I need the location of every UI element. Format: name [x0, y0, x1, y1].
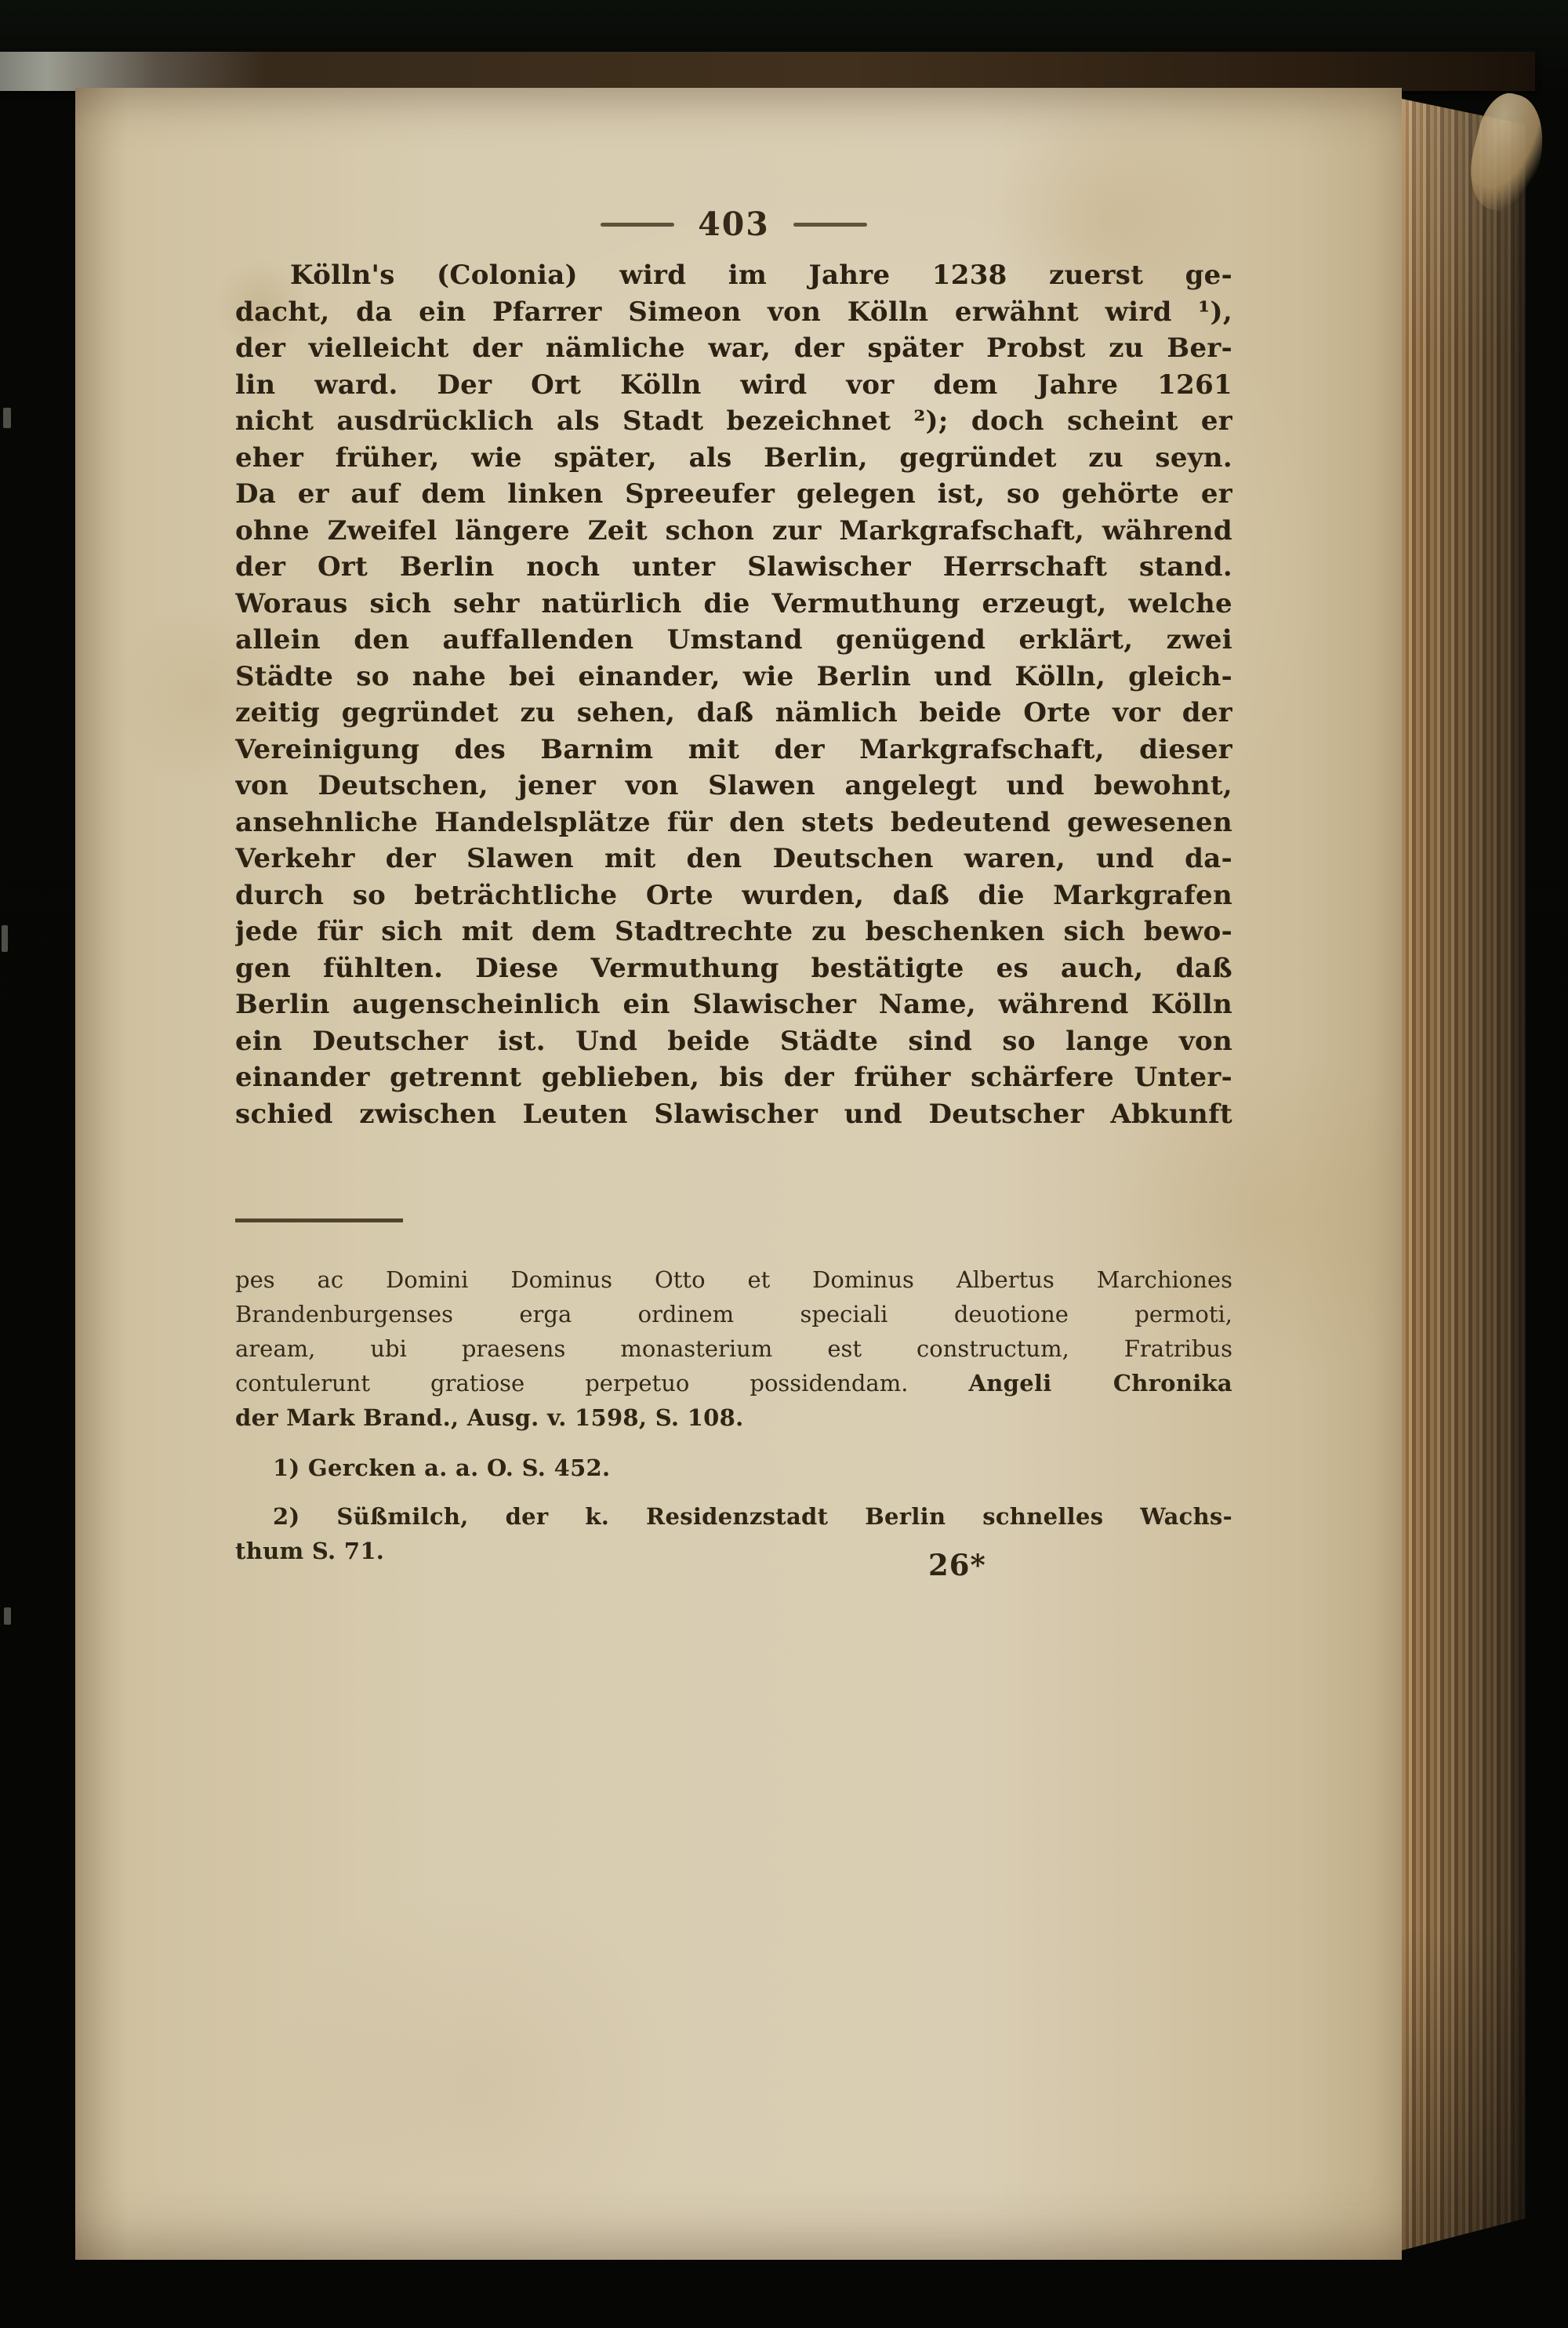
body-line: von Deutschen, jener von Slawen angelegt und bewohnt, [235, 770, 1232, 801]
page-header [235, 204, 1232, 245]
signature-mark: 26* [928, 1548, 986, 1582]
latin-line: aream, ubi praesens monasterium est constructum, Fratribus [235, 1335, 1232, 1362]
body-text [235, 257, 1232, 1132]
body-line: jede für sich mit dem Stadtrechte zu beschenken sich bewo- [235, 916, 1232, 947]
body-line: der vielleicht der nämliche war, der später Probst zu Ber- [235, 332, 1232, 364]
body-line: einander getrennt geblieben, bis der früher schärfere Unter- [235, 1062, 1232, 1093]
footnote-1: 1) Gercken a. a. O. S. 452. [273, 1455, 611, 1481]
body-line: ansehnliche Handelsplätze für den stets bedeutend gewesenen [235, 806, 1232, 838]
body-line: schied zwischen Leuten Slawischer und Deutscher Abkunft [235, 1098, 1232, 1130]
source-line: der Mark Brand., Ausg. v. 1598, S. 108. [235, 1404, 744, 1431]
body-line: durch so beträchtliche Orte wurden, daß die Markgrafen [235, 879, 1232, 911]
body-line: Städte so nahe bei einander, wie Berlin und Kölln, gleich- [235, 660, 1232, 692]
binding-mark [3, 408, 11, 428]
latin-line: pes ac Domini Dominus Otto et Dominus Albertus Marchiones [235, 1266, 1232, 1293]
page-fore-edge [1402, 99, 1526, 2250]
body-line: Berlin augenscheinlich ein Slawischer Name, während Kölln [235, 989, 1232, 1020]
footnote-2-line1: 2) Süßmilch, der k. Residenzstadt Berlin schnelles Wachs- [273, 1503, 1232, 1530]
fraktur-segment: Angeli Chronika [968, 1370, 1232, 1396]
footnote-2-line2: thum S. 71. [235, 1538, 385, 1564]
latin-line: Brandenburgenses erga ordinem speciali deuotione permoti, [235, 1301, 1232, 1327]
body-line: allein den auffallenden Umstand genügend erklärt, zwei [235, 624, 1232, 656]
latin-line-mixed [235, 1366, 1232, 1400]
body-line: lin ward. Der Ort Kölln wird vor dem Jahre 1261 [235, 369, 1232, 401]
footnote-rule [235, 1218, 403, 1222]
binding-mark [2, 925, 8, 952]
page-number-rule-left [601, 223, 674, 227]
body-line: Verkehr der Slawen mit den Deutschen waren, und da- [235, 843, 1232, 874]
body-line: Vereinigung des Barnim mit der Markgrafschaft, dieser [235, 733, 1232, 765]
book-page [75, 88, 1402, 2260]
body-line: Da er auf dem linken Spreeufer gelegen ist, so gehörte er [235, 478, 1232, 510]
body-line: dacht, da ein Pfarrer Simeon von Kölln erwähnt wird ¹), [235, 296, 1232, 328]
page-number-rule-right [793, 223, 867, 227]
footnote-block [235, 1262, 1232, 1568]
body-line: zeitig gegründet zu sehen, daß nämlich beide Orte vor der [235, 697, 1232, 728]
page-number: 403 [698, 205, 770, 243]
body-line: ein Deutscher ist. Und beide Städte sind so lange von [235, 1025, 1232, 1057]
latin-segment: contulerunt gratiose perpetuo possidendam. [235, 1370, 969, 1396]
body-line: der Ort Berlin noch unter Slawischer Herrschaft stand. [235, 551, 1232, 583]
book-top-edge [0, 52, 1535, 91]
body-line: eher früher, wie später, als Berlin, gegründet zu seyn. [235, 441, 1232, 474]
body-line: gen fühlten. Diese Vermuthung bestätigte es auch, daß [235, 952, 1232, 984]
body-line: nicht ausdrücklich als Stadt bezeichnet ²); doch scheint er [235, 405, 1232, 437]
binding-mark [4, 1607, 11, 1625]
body-line: ohne Zweifel längere Zeit schon zur Markgrafschaft, während [235, 514, 1232, 547]
body-line: Kölln's (Colonia) wird im Jahre 1238 zuerst ge- [290, 260, 1232, 291]
body-line: Woraus sich sehr natürlich die Vermuthung erzeugt, welche [235, 587, 1232, 619]
